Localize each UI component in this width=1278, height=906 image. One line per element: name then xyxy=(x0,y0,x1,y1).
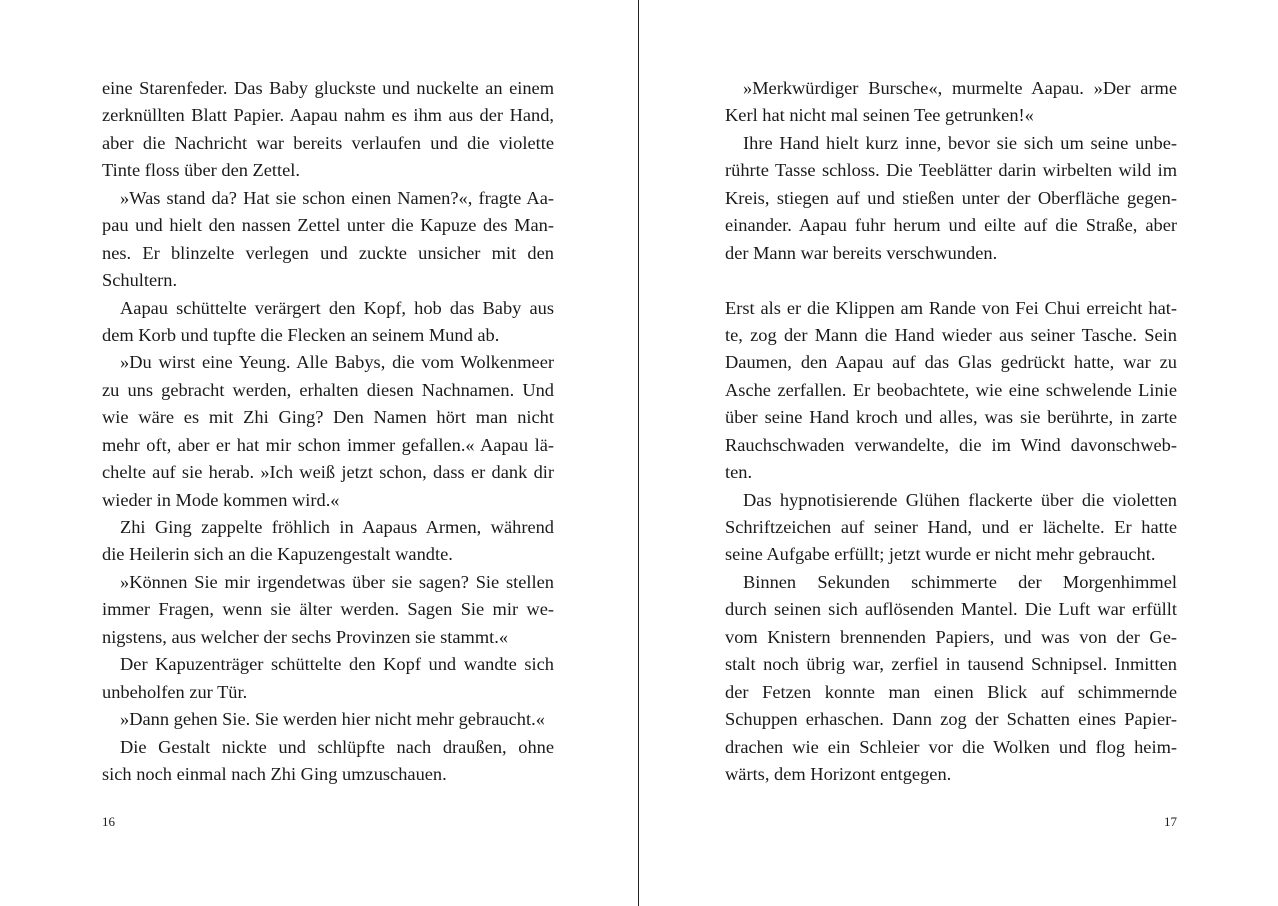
text-line: wieder in Mode kommen wird.« xyxy=(102,489,340,510)
page-number-right: 17 xyxy=(1164,814,1177,829)
text-line: der Fetzen konnte man einen Blick auf schimmernde xyxy=(725,681,1177,702)
text-line: zu uns gebracht werden, erhalten diesen Nachnamen. Und xyxy=(102,379,554,400)
page-number-left: 16 xyxy=(102,814,115,829)
text-line: Erst als er die Klippen am Rande von Fei Chui erreicht hat- xyxy=(725,297,1177,318)
text-line: einander. Aapau fuhr herum und eilte auf die Straße, aber xyxy=(725,215,1177,236)
text-line: »Dann gehen Sie. Sie werden hier nicht mehr gebraucht.« xyxy=(120,709,545,730)
text-line: Schriftzeichen auf seiner Hand, und er lächelte. Er hatte xyxy=(725,517,1177,537)
text-line: der Mann war bereits verschwunden. xyxy=(725,242,998,263)
text-line: Asche zerfallen. Er beobachtete, wie eine schwelende Linie xyxy=(725,379,1177,400)
text-line: Schuppen erhaschen. Dann zog der Schatten eines Papier- xyxy=(725,709,1177,730)
text-line: rührte Tasse schloss. Die Teeblätter darin wirbelten wild im xyxy=(725,160,1177,181)
text-line: vom Knistern brennenden Papiers, und was von der Ge- xyxy=(725,626,1177,647)
text-line xyxy=(725,267,1177,294)
text-line: dem Korb und tupfte die Flecken an seinem Mund ab. xyxy=(102,324,500,345)
text-line: Kerl hat nicht mal seinen Tee getrunken!« xyxy=(725,105,1034,126)
text-line: über seine Hand kroch und alles, was sie berührte, in zarte xyxy=(725,407,1177,428)
text-line: chelte auf sie herab. »Ich weiß jetzt schon, dass er dank dir xyxy=(102,462,554,483)
text-line: nes. Er blinzelte verlegen und zuckte unsicher mit den xyxy=(102,242,554,263)
text-line: Ihre Hand hielt kurz inne, bevor sie sich um seine unbe- xyxy=(743,132,1177,153)
text-line: Der Kapuzenträger schüttelte den Kopf und wandte sich xyxy=(120,654,554,675)
text-line: stalt noch übrig war, zerfiel in tausend Schnipsel. Inmitten xyxy=(725,654,1177,675)
text-line: seine Aufgabe erfüllt; jetzt wurde er nicht mehr gebraucht. xyxy=(725,544,1156,565)
text-line: Die Gestalt nickte und schlüpfte nach draußen, ohne xyxy=(120,736,554,757)
text-line: wärts, dem Horizont entgegen. xyxy=(725,763,952,784)
text-line: ten. xyxy=(725,462,753,483)
text-line: Rauchschwaden verwandelte, die im Wind davonschweb- xyxy=(725,434,1177,455)
text-line: Zhi Ging zappelte fröhlich in Aapaus Armen, während xyxy=(120,517,554,537)
text-line: wie wäre es mit Zhi Ging? Den Namen hört man nicht xyxy=(102,407,554,428)
text-line: eine Starenfeder. Das Baby gluckste und nuckelte an einem xyxy=(102,78,554,98)
text-line: zerknüllten Blatt Papier. Aapau nahm es ihm aus der Hand, xyxy=(102,105,554,126)
text-line: Daumen, den Aapau auf das Glas gedrückt hatte, war zu xyxy=(725,352,1177,373)
right-page-text xyxy=(725,75,1177,788)
text-line: Binnen Sekunden schimmerte der Morgenhimmel xyxy=(743,571,1177,592)
text-line: unbeholfen zur Tür. xyxy=(102,681,248,702)
text-line: »Können Sie mir irgendetwas über sie sagen? Sie stellen xyxy=(120,571,554,592)
text-line: »Du wirst eine Yeung. Alle Babys, die vom Wolkenmeer xyxy=(120,352,554,373)
text-line: »Was stand da? Hat sie schon einen Namen?«, fragte Aa- xyxy=(120,187,554,208)
text-line: pau und hielt den nassen Zettel unter die Kapuze des Man- xyxy=(102,215,554,236)
text-line: drachen wie ein Schleier vor die Wolken und flog heim- xyxy=(725,736,1177,757)
text-line: sich noch einmal nach Zhi Ging umzuschauen. xyxy=(102,763,447,784)
text-line: durch seinen sich auflösenden Mantel. Die Luft war erfüllt xyxy=(725,599,1177,620)
text-line: »Merkwürdiger Bursche«, murmelte Aapau. »Der arme xyxy=(743,78,1177,98)
text-line: Kreis, stiegen auf und stießen unter der Oberfläche gegen- xyxy=(725,187,1177,208)
text-line: Tinte floss über den Zettel. xyxy=(102,160,301,181)
text-line: nigstens, aus welcher der sechs Provinzen sie stammt.« xyxy=(102,626,509,647)
text-line: mehr oft, aber er hat mir schon immer gefallen.« Aapau lä- xyxy=(102,434,554,455)
text-line: aber die Nachricht war bereits verlaufen und die violette xyxy=(102,132,554,153)
text-line: immer Fragen, wenn sie älter werden. Sagen Sie mir we- xyxy=(102,599,554,620)
text-line: te, zog der Mann die Hand wieder aus seiner Tasche. Sein xyxy=(725,324,1177,345)
text-line: Schultern. xyxy=(102,270,178,291)
left-page-text xyxy=(102,75,554,788)
text-line: die Heilerin sich an die Kapuzengestalt wandte. xyxy=(102,544,453,565)
text-line: Aapau schüttelte verärgert den Kopf, hob das Baby aus xyxy=(120,297,554,318)
text-line: Das hypnotisierende Glühen flackerte über die violetten xyxy=(743,489,1177,510)
page-gutter-divider xyxy=(638,0,639,906)
